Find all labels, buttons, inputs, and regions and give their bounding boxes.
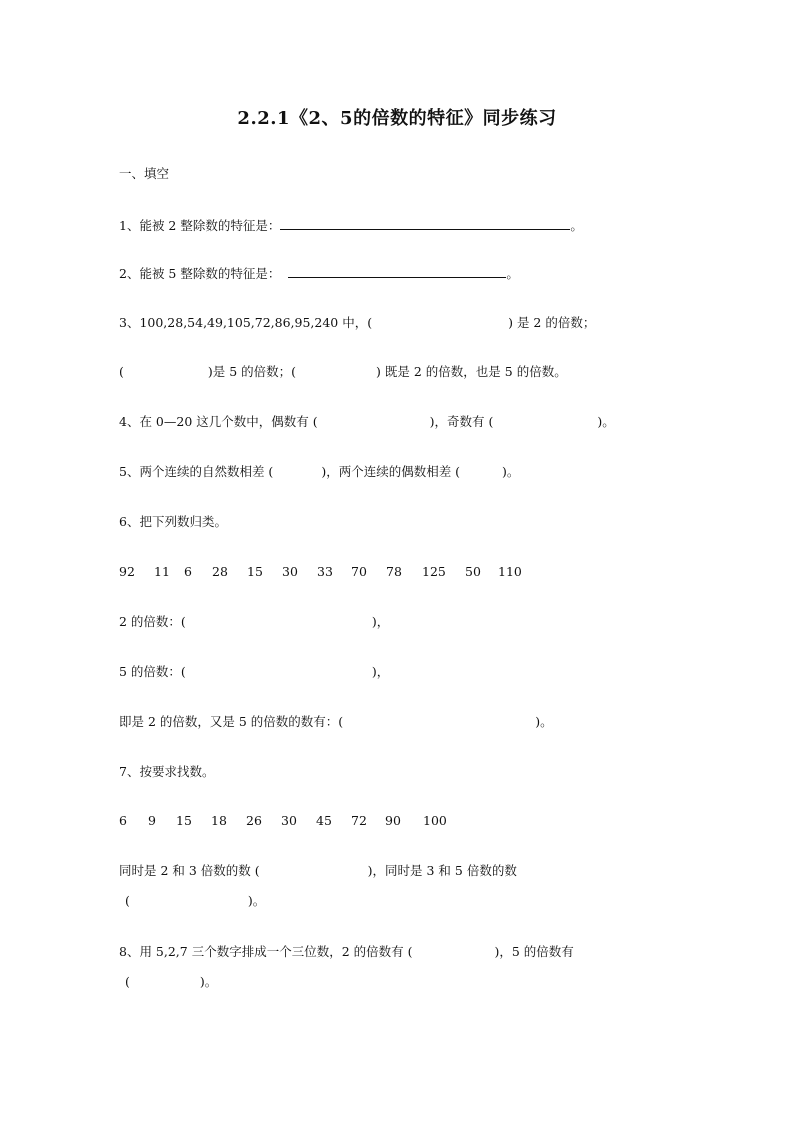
question-6-row-c bbox=[119, 714, 553, 730]
number-item: 30 bbox=[282, 564, 298, 579]
number-item: 15 bbox=[176, 813, 192, 828]
number-item: 45 bbox=[316, 813, 332, 828]
number-item: 78 bbox=[386, 564, 402, 579]
question-6-end-b: )， bbox=[371, 664, 390, 679]
answer-blank-2[interactable] bbox=[288, 264, 506, 278]
question-8-line-1 bbox=[119, 944, 574, 960]
question-2-end: 。 bbox=[506, 266, 519, 281]
question-8-text-b: )，5 的倍数有 bbox=[494, 944, 574, 959]
question-6-label-c: 即是 2 的倍数，又是 5 的倍数的数有：( bbox=[119, 714, 344, 729]
question-6-label-a: 2 的倍数：( bbox=[119, 614, 186, 629]
number-item: 125 bbox=[422, 564, 446, 579]
question-8-text-c: ( bbox=[125, 974, 130, 989]
question-6-end-c: )。 bbox=[535, 714, 553, 729]
question-7-text-b: )，同时是 3 和 5 倍数的数 bbox=[367, 863, 517, 878]
question-3-line-1 bbox=[119, 315, 595, 331]
question-5-text-c: )。 bbox=[502, 464, 520, 479]
number-item: 9 bbox=[148, 813, 156, 828]
answer-blank-1[interactable] bbox=[280, 216, 570, 230]
question-7-text-a: 同时是 2 和 3 倍数的数 ( bbox=[119, 863, 260, 878]
question-8-text-a: 8、用 5,2,7 三个数字排成一个三位数，2 的倍数有 ( bbox=[119, 944, 413, 959]
question-6-row-b bbox=[119, 664, 389, 680]
number-item: 72 bbox=[351, 813, 367, 828]
number-item: 11 bbox=[154, 564, 170, 579]
number-item: 100 bbox=[423, 813, 447, 828]
question-4-text-b: )，奇数有 ( bbox=[429, 414, 494, 429]
section-heading: 一、填空 bbox=[119, 166, 170, 181]
number-item: 6 bbox=[119, 813, 127, 828]
number-list-7 bbox=[119, 813, 447, 829]
question-3-text-c: )是 5 的倍数；( bbox=[207, 364, 297, 379]
number-item: 18 bbox=[211, 813, 227, 828]
number-item: 6 bbox=[184, 564, 192, 579]
question-1-text: 1、能被 2 整除数的特征是： bbox=[119, 218, 281, 233]
question-4-text: 4、在 0—20 这几个数中，偶数有 ( bbox=[119, 414, 318, 429]
question-5 bbox=[119, 464, 519, 480]
question-7-text-d: )。 bbox=[247, 893, 266, 908]
number-item: 28 bbox=[212, 564, 228, 579]
number-item: 30 bbox=[281, 813, 297, 828]
number-item: 70 bbox=[351, 564, 367, 579]
question-3-text-end: ) 是 2 的倍数； bbox=[508, 315, 596, 330]
question-6: 6、把下列数归类。 bbox=[119, 514, 227, 529]
question-6-row-a bbox=[119, 614, 389, 630]
question-8-text-d: )。 bbox=[199, 974, 218, 989]
question-4 bbox=[119, 414, 615, 430]
question-7-text-c: ( bbox=[125, 893, 130, 908]
question-7-line-2 bbox=[125, 893, 265, 909]
question-3-text: 3、100,28,54,49,105,72,86,95,240 中，( bbox=[119, 315, 373, 330]
question-3-text-b: ( bbox=[119, 364, 124, 379]
number-item: 110 bbox=[498, 564, 522, 579]
question-6-label-b: 5 的倍数：( bbox=[119, 664, 186, 679]
question-4-text-c: )。 bbox=[597, 414, 615, 429]
number-list-6 bbox=[119, 564, 522, 580]
number-item: 50 bbox=[465, 564, 481, 579]
question-1 bbox=[119, 216, 583, 234]
question-3-text-d: ) 既是 2 的倍数，也是 5 的倍数。 bbox=[376, 364, 567, 379]
question-5-text: 5、两个连续的自然数相差 ( bbox=[119, 464, 274, 479]
question-6-end-a: )， bbox=[371, 614, 390, 629]
question-3-line-2 bbox=[119, 364, 567, 380]
question-7: 7、按要求找数。 bbox=[119, 764, 215, 779]
question-2-text: 2、能被 5 整除数的特征是： bbox=[119, 266, 281, 281]
question-7-line-1 bbox=[119, 863, 517, 879]
number-item: 15 bbox=[247, 564, 263, 579]
question-5-text-b: )，两个连续的偶数相差 ( bbox=[321, 464, 461, 479]
number-item: 26 bbox=[246, 813, 262, 828]
question-1-end: 。 bbox=[570, 218, 583, 233]
question-8-line-2 bbox=[125, 974, 217, 990]
page-title: 2.2.1《2、5的倍数的特征》同步练习 bbox=[237, 108, 557, 129]
number-item: 33 bbox=[317, 564, 333, 579]
number-item: 92 bbox=[119, 564, 135, 579]
question-2 bbox=[119, 264, 519, 282]
number-item: 90 bbox=[385, 813, 401, 828]
